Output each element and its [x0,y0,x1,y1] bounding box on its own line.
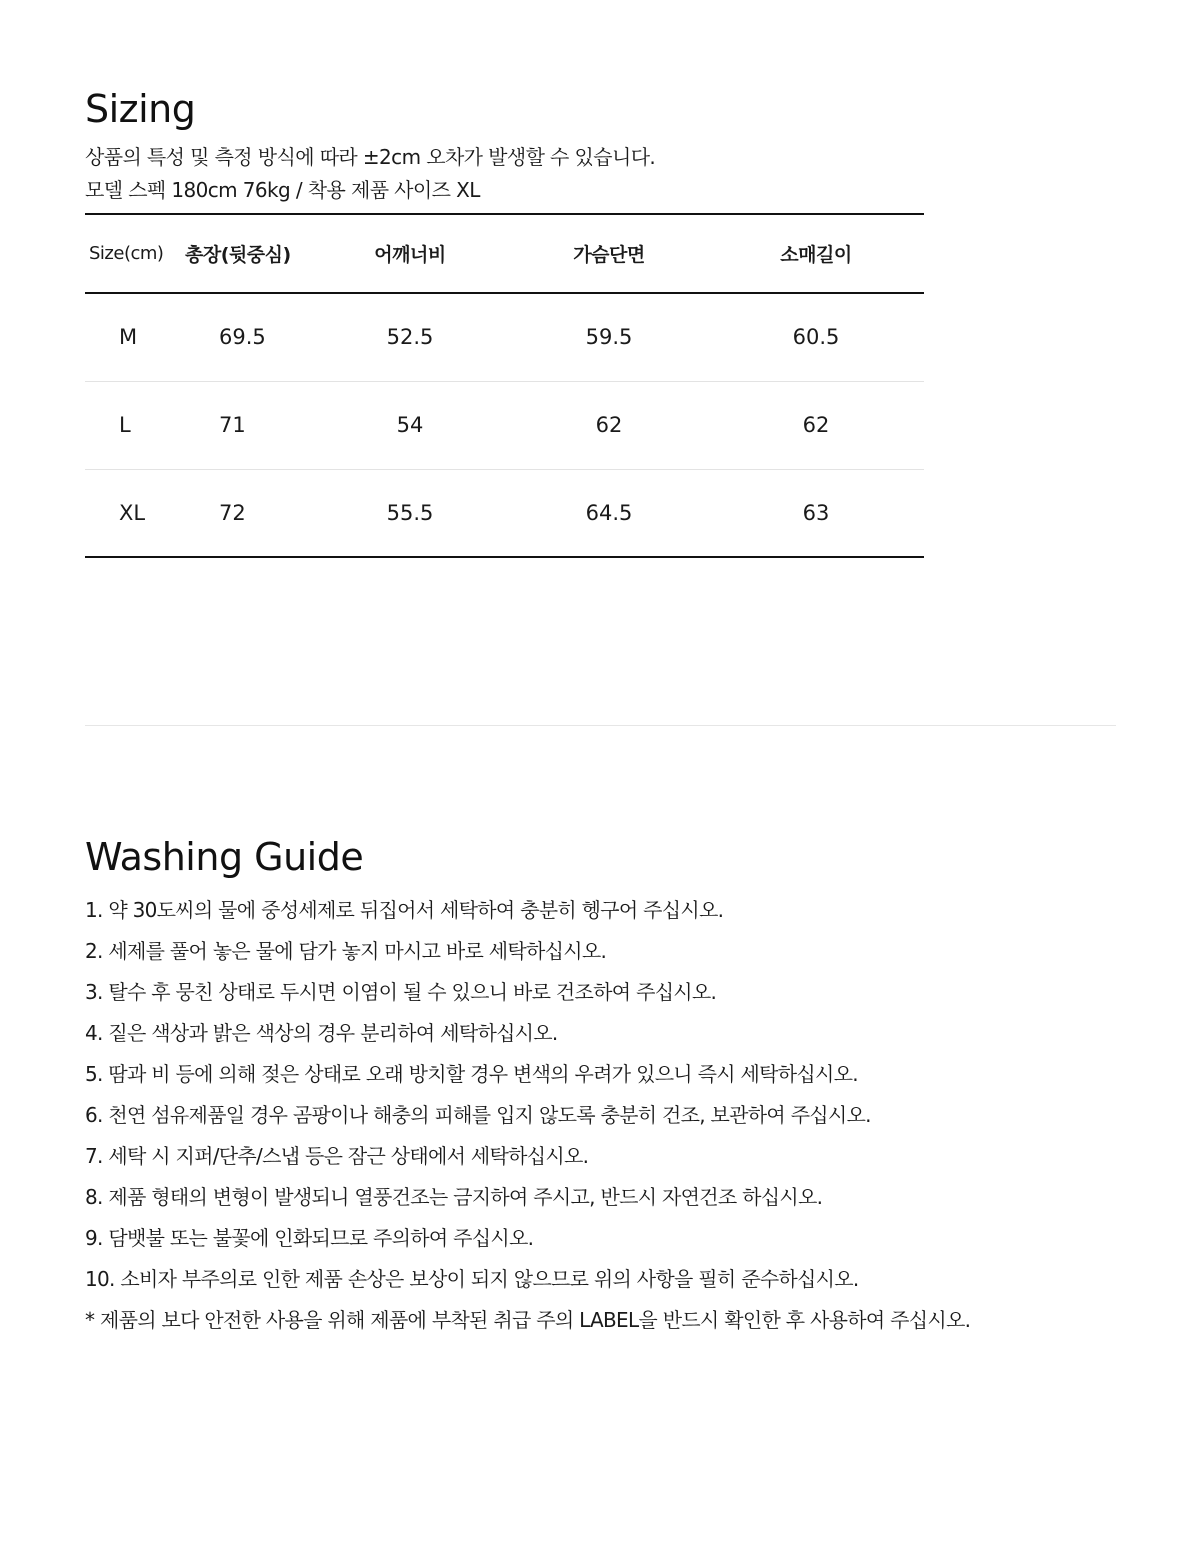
length-cell: 72 [219,500,246,525]
list-item: 10. 소비자 부주의로 인한 제품 손상은 보상이 되지 않으므로 위의 사항을 필히 준수하십시오. [85,1267,859,1291]
chest-cell: 62 [595,413,623,437]
header-chest-width: 가슴단면 [573,244,645,266]
list-item: 5. 땀과 비 등에 의해 젖은 상태로 오래 방치할 경우 변색의 우려가 있으니 즉시 세탁하십시오. [85,1062,858,1086]
size-table [85,213,924,558]
sleeve-cell: 62 [802,413,830,437]
size-cell: XL [119,500,146,525]
size-cell: L [119,413,131,437]
size-cell: M [119,325,138,350]
list-item: 8. 제품 형태의 변형이 발생되니 열풍건조는 금지하여 주시고, 반드시 자연건조 하십시오. [85,1185,823,1209]
table-row [85,381,924,469]
sizing-title: Sizing [85,87,196,131]
shoulder-cell: 52.5 [386,325,434,350]
measurement-note: 상품의 특성 및 측정 방식에 따라 ±2cm 오차가 발생할 수 있습니다. [85,145,656,169]
shoulder-cell: 54 [396,413,424,437]
shoulder-cell: 55.5 [386,500,434,525]
chest-cell: 59.5 [585,325,633,350]
header-sleeve-length: 소매길이 [780,244,852,266]
header-total-length: 총장(뒷중심) [185,244,291,266]
model-spec-note: 모델 스펙 180cm 76kg / 착용 제품 사이즈 XL [85,178,480,202]
washing-guide-list [85,898,970,1349]
table-row [85,293,924,381]
section-divider [85,725,1116,726]
header-shoulder-width: 어깨너비 [374,244,446,266]
list-item: 6. 천연 섬유제품일 경우 곰팡이나 해충의 피해를 입지 않도록 충분히 건조, 보관하여 주십시오. [85,1103,871,1127]
sleeve-cell: 60.5 [792,325,840,350]
sleeve-cell: 63 [802,500,830,525]
list-item: 3. 탈수 후 뭉친 상태로 두시면 이염이 될 수 있으니 바로 건조하여 주십시오. [85,980,717,1004]
list-item: * 제품의 보다 안전한 사용을 위해 제품에 부착된 취급 주의 LABEL을 반드시 확인한 후 사용하여 주십시오. [85,1308,971,1332]
length-cell: 69.5 [219,325,266,350]
washing-guide-title: Washing Guide [85,835,364,879]
list-item: 7. 세탁 시 지퍼/단추/스냅 등은 잠근 상태에서 세탁하십시오. [85,1144,589,1168]
header-size: Size(cm) [89,243,164,264]
list-item: 4. 짙은 색상과 밝은 색상의 경우 분리하여 세탁하십시오. [85,1021,558,1045]
chest-cell: 64.5 [585,500,633,525]
list-item: 2. 세제를 풀어 놓은 물에 담가 놓지 마시고 바로 세탁하십시오. [85,939,607,963]
length-cell: 71 [219,413,246,437]
list-item: 9. 담뱃불 또는 불꽃에 인화되므로 주의하여 주십시오. [85,1226,534,1250]
size-table-header-row [85,214,924,293]
table-row [85,469,924,557]
list-item: 1. 약 30도씨의 물에 중성세제로 뒤집어서 세탁하여 충분히 헹구어 주십시오. [85,898,724,922]
